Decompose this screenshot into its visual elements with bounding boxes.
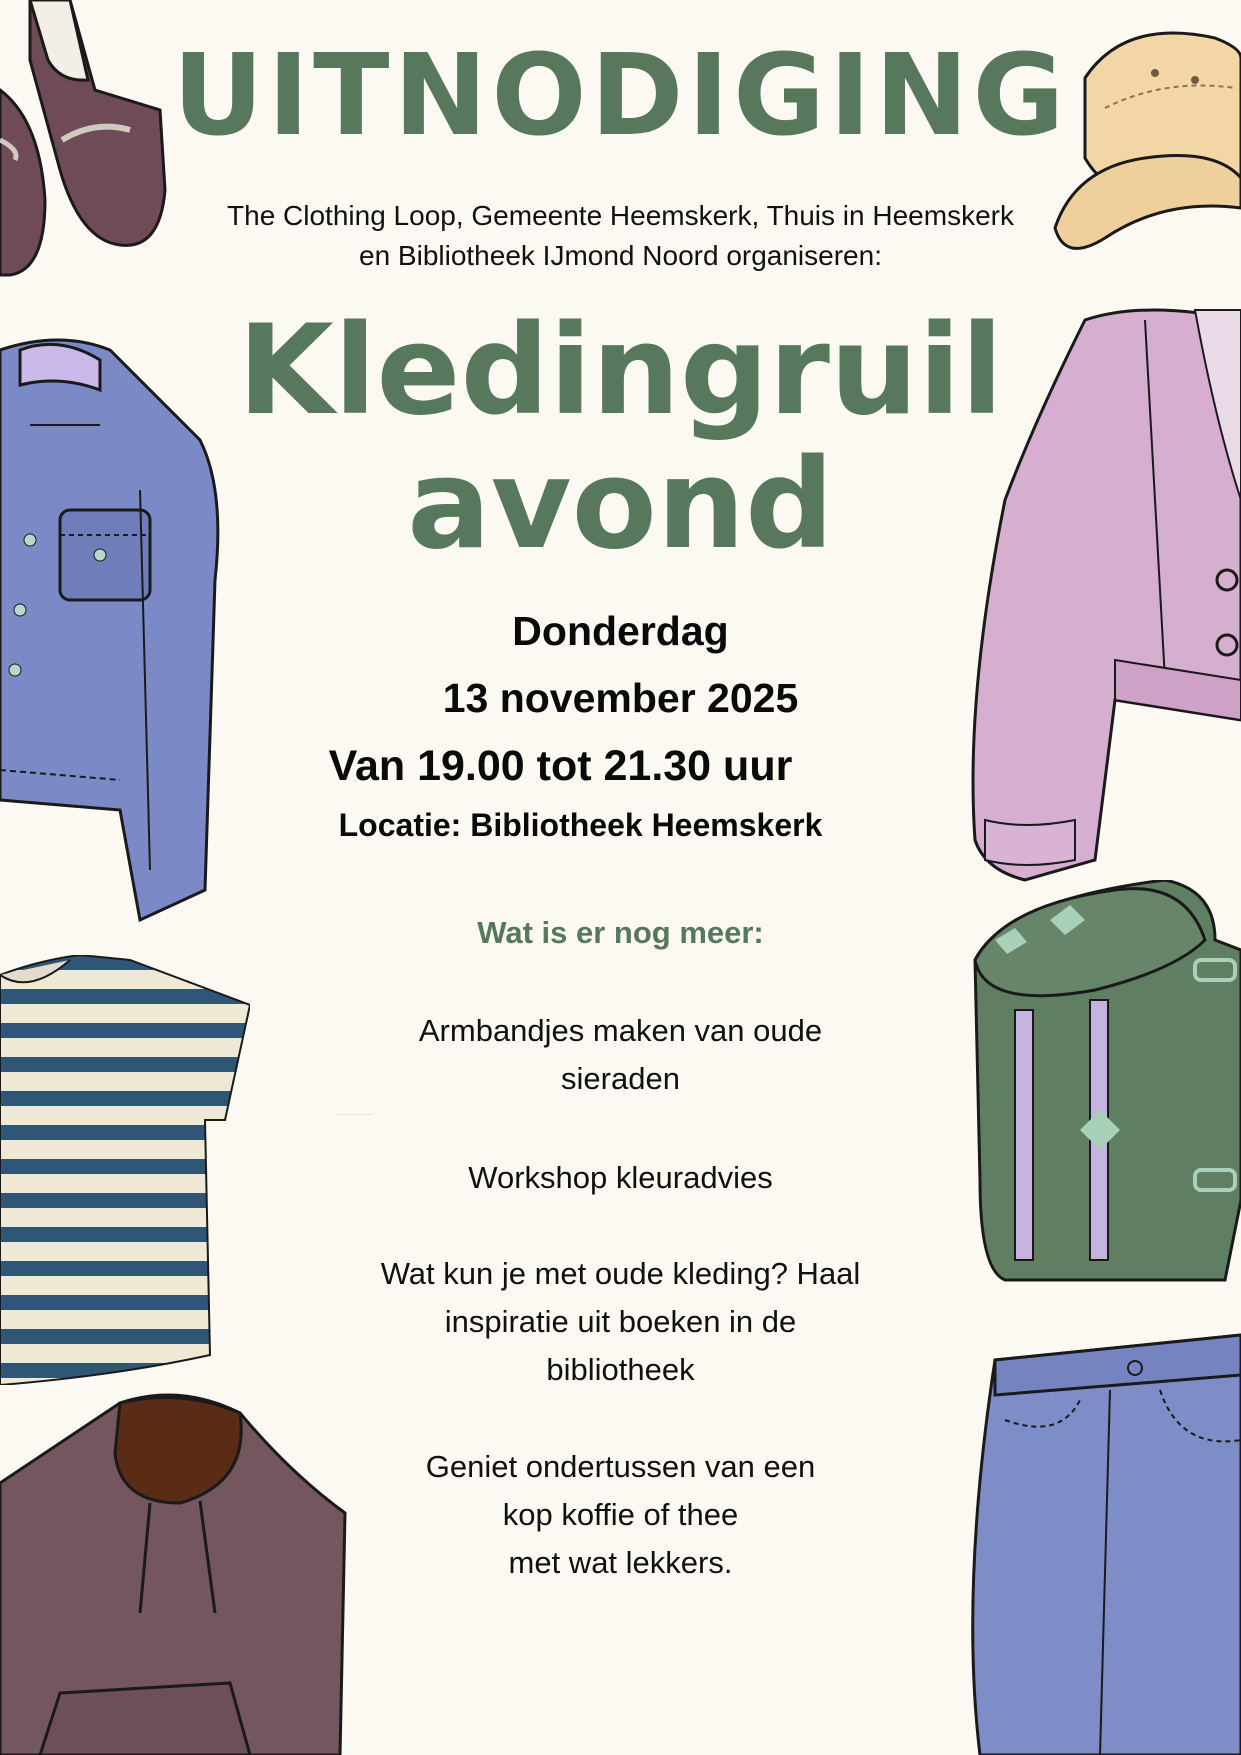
- invitation-title: UITNODIGING: [172, 31, 1069, 161]
- event-date: 13 november 2025: [442, 675, 799, 721]
- activity-line: Workshop kleuradvies: [468, 1160, 773, 1195]
- divider: [335, 1114, 373, 1115]
- activity-item: [0, 1007, 1241, 1103]
- activity-line: met wat lekkers.: [508, 1545, 733, 1580]
- activity-line: kop koffie of thee: [502, 1497, 739, 1532]
- activity-line: bibliotheek: [546, 1352, 695, 1387]
- activity-line: sieraden: [561, 1061, 680, 1096]
- activity-item: [0, 1154, 1241, 1202]
- activity-line: Armbandjes maken van oude: [418, 1013, 823, 1048]
- event-location: Locatie: Bibliotheek Heemskerk: [338, 807, 823, 843]
- activity-line: inspiratie uit boeken in de: [444, 1304, 797, 1339]
- activity-item: [0, 1443, 1241, 1587]
- event-time: Van 19.00 tot 21.30 uur: [328, 742, 793, 790]
- organizers-line-1: The Clothing Loop, Gemeente Heemskerk, Thuis in Heemskerk: [227, 200, 1014, 231]
- activity-line: Wat kun je met oude kleding? Haal: [380, 1256, 861, 1291]
- organizers-text: [0, 196, 1241, 276]
- event-title-line-1: Kledingruil: [237, 299, 1004, 443]
- organizers-line-2: en Bibliotheek IJmond Noord organiseren:: [359, 240, 882, 271]
- event-title-line-2: avond: [407, 433, 834, 577]
- activity-line: Geniet ondertussen van een: [425, 1449, 816, 1484]
- event-day: Donderdag: [512, 608, 729, 654]
- event-title: [0, 299, 1241, 577]
- extras-heading: Wat is er nog meer:: [477, 915, 764, 950]
- activity-item: [0, 1250, 1241, 1394]
